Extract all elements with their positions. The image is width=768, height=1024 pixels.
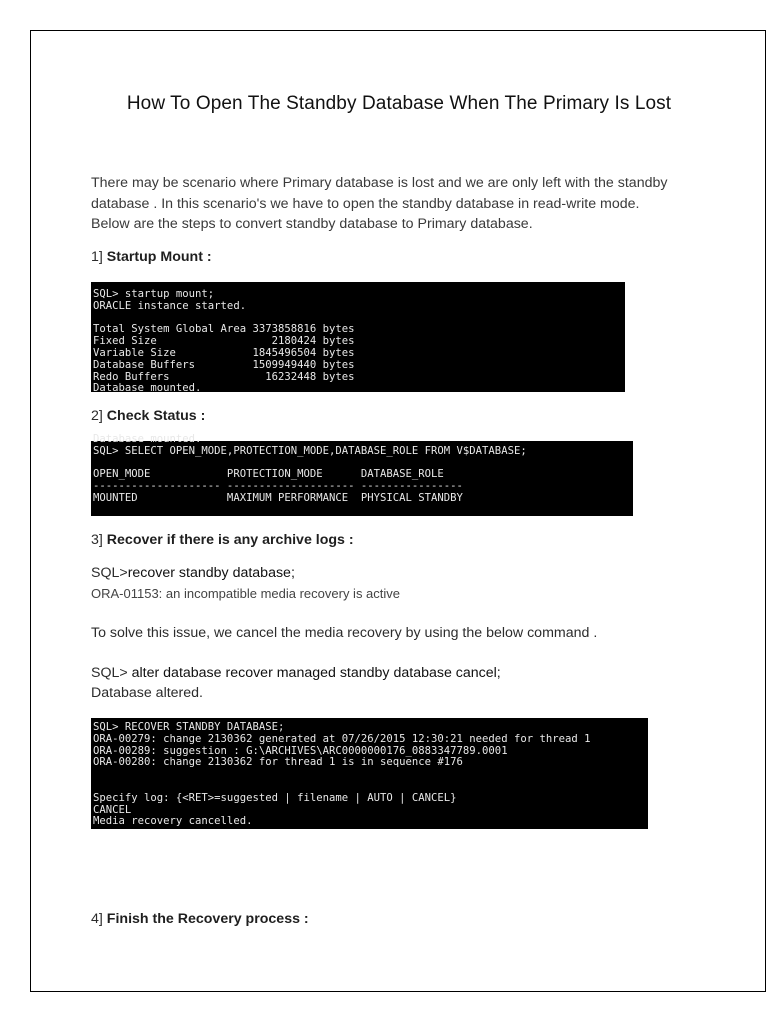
terminal-startup-mount bbox=[91, 282, 625, 395]
terminal-line: Database mounted. bbox=[93, 382, 202, 395]
solve-text: To solve this issue, we cancel the media recovery by using the below command . bbox=[91, 625, 598, 641]
alter-command-line bbox=[91, 665, 501, 681]
terminal-line: SQL> startup mount; bbox=[93, 288, 215, 300]
step-label: Check Status : bbox=[106, 408, 206, 424]
page-title: How To Open The Standby Database When The Primary Is Lost bbox=[126, 93, 672, 114]
recover-command: recover standby database; bbox=[127, 565, 295, 581]
sql-prompt: SQL> bbox=[91, 665, 132, 681]
recover-command-line bbox=[91, 565, 295, 581]
terminal-line: SQL> SELECT OPEN_MODE,PROTECTION_MODE,DATABASE_ROLE FROM V$DATABASE; bbox=[93, 444, 527, 457]
intro-paragraph: There may be scenario where Primary database is lost and we are only left with the standby database . In this scenario's we have to open the standby database in read-write mode. Below are the steps to convert standby database to Primary database. bbox=[91, 175, 668, 232]
terminal-line: -------------------- -------------------- ---------------- bbox=[93, 480, 463, 493]
terminal-line: ORA-00280: change 2130362 for thread 1 is in sequence #176 bbox=[93, 756, 463, 769]
terminal-line bbox=[93, 769, 648, 781]
sql-prompt: SQL> bbox=[91, 565, 128, 581]
step-number: 3] bbox=[91, 532, 103, 548]
step-label: Finish the Recovery process : bbox=[106, 911, 309, 927]
step-number: 1] bbox=[91, 249, 103, 265]
terminal-line: Fixed Size 2180424 bytes bbox=[93, 335, 355, 348]
terminal-line: Variable Size 1845496504 bytes bbox=[93, 346, 355, 359]
terminal-line: Database mounted. bbox=[93, 433, 202, 445]
step-number: 2] bbox=[91, 408, 103, 424]
terminal-line: SQL> RECOVER STANDBY DATABASE; bbox=[93, 721, 285, 733]
step-3-heading bbox=[91, 532, 354, 548]
terminal-check-status bbox=[91, 433, 633, 516]
terminal-line: Specify log: {<RET>=suggested | filename | AUTO | CANCEL} bbox=[93, 791, 457, 804]
terminal-line: ORA-00289: suggestion : G:\ARCHIVES\ARC0000000176_0883347789.0001 bbox=[93, 744, 508, 757]
terminal-line: Redo Buffers 16232448 bytes bbox=[93, 370, 355, 383]
terminal-line: MOUNTED MAXIMUM PERFORMANCE PHYSICAL STANDBY bbox=[93, 491, 463, 504]
document-page bbox=[30, 30, 766, 992]
step-4-heading bbox=[91, 911, 309, 927]
recover-error: ORA-01153: an incompatible media recovery is active bbox=[91, 586, 401, 601]
terminal-line: ORACLE instance started. bbox=[93, 299, 247, 312]
terminal-line: Media recovery cancelled. bbox=[93, 815, 253, 828]
terminal-line bbox=[93, 781, 648, 793]
terminal-line: CANCEL bbox=[93, 803, 132, 816]
terminal-line: OPEN_MODE PROTECTION_MODE DATABASE_ROLE bbox=[93, 468, 444, 481]
alter-result: Database altered. bbox=[91, 685, 203, 701]
terminal-recover-standby bbox=[91, 718, 648, 829]
step-label: Startup Mount : bbox=[106, 249, 212, 265]
step-1-heading bbox=[91, 249, 212, 265]
terminal-line: Database Buffers 1509949440 bytes bbox=[93, 358, 355, 371]
step-label: Recover if there is any archive logs : bbox=[106, 532, 354, 548]
terminal-line: Total System Global Area 3373858816 bytes bbox=[93, 323, 355, 336]
step-2-heading bbox=[91, 408, 205, 424]
step-number: 4] bbox=[91, 911, 103, 927]
alter-command: alter database recover managed standby database cancel; bbox=[131, 665, 501, 681]
terminal-line: ORA-00279: change 2130362 generated at 07/26/2015 12:30:21 needed for thread 1 bbox=[93, 732, 591, 745]
